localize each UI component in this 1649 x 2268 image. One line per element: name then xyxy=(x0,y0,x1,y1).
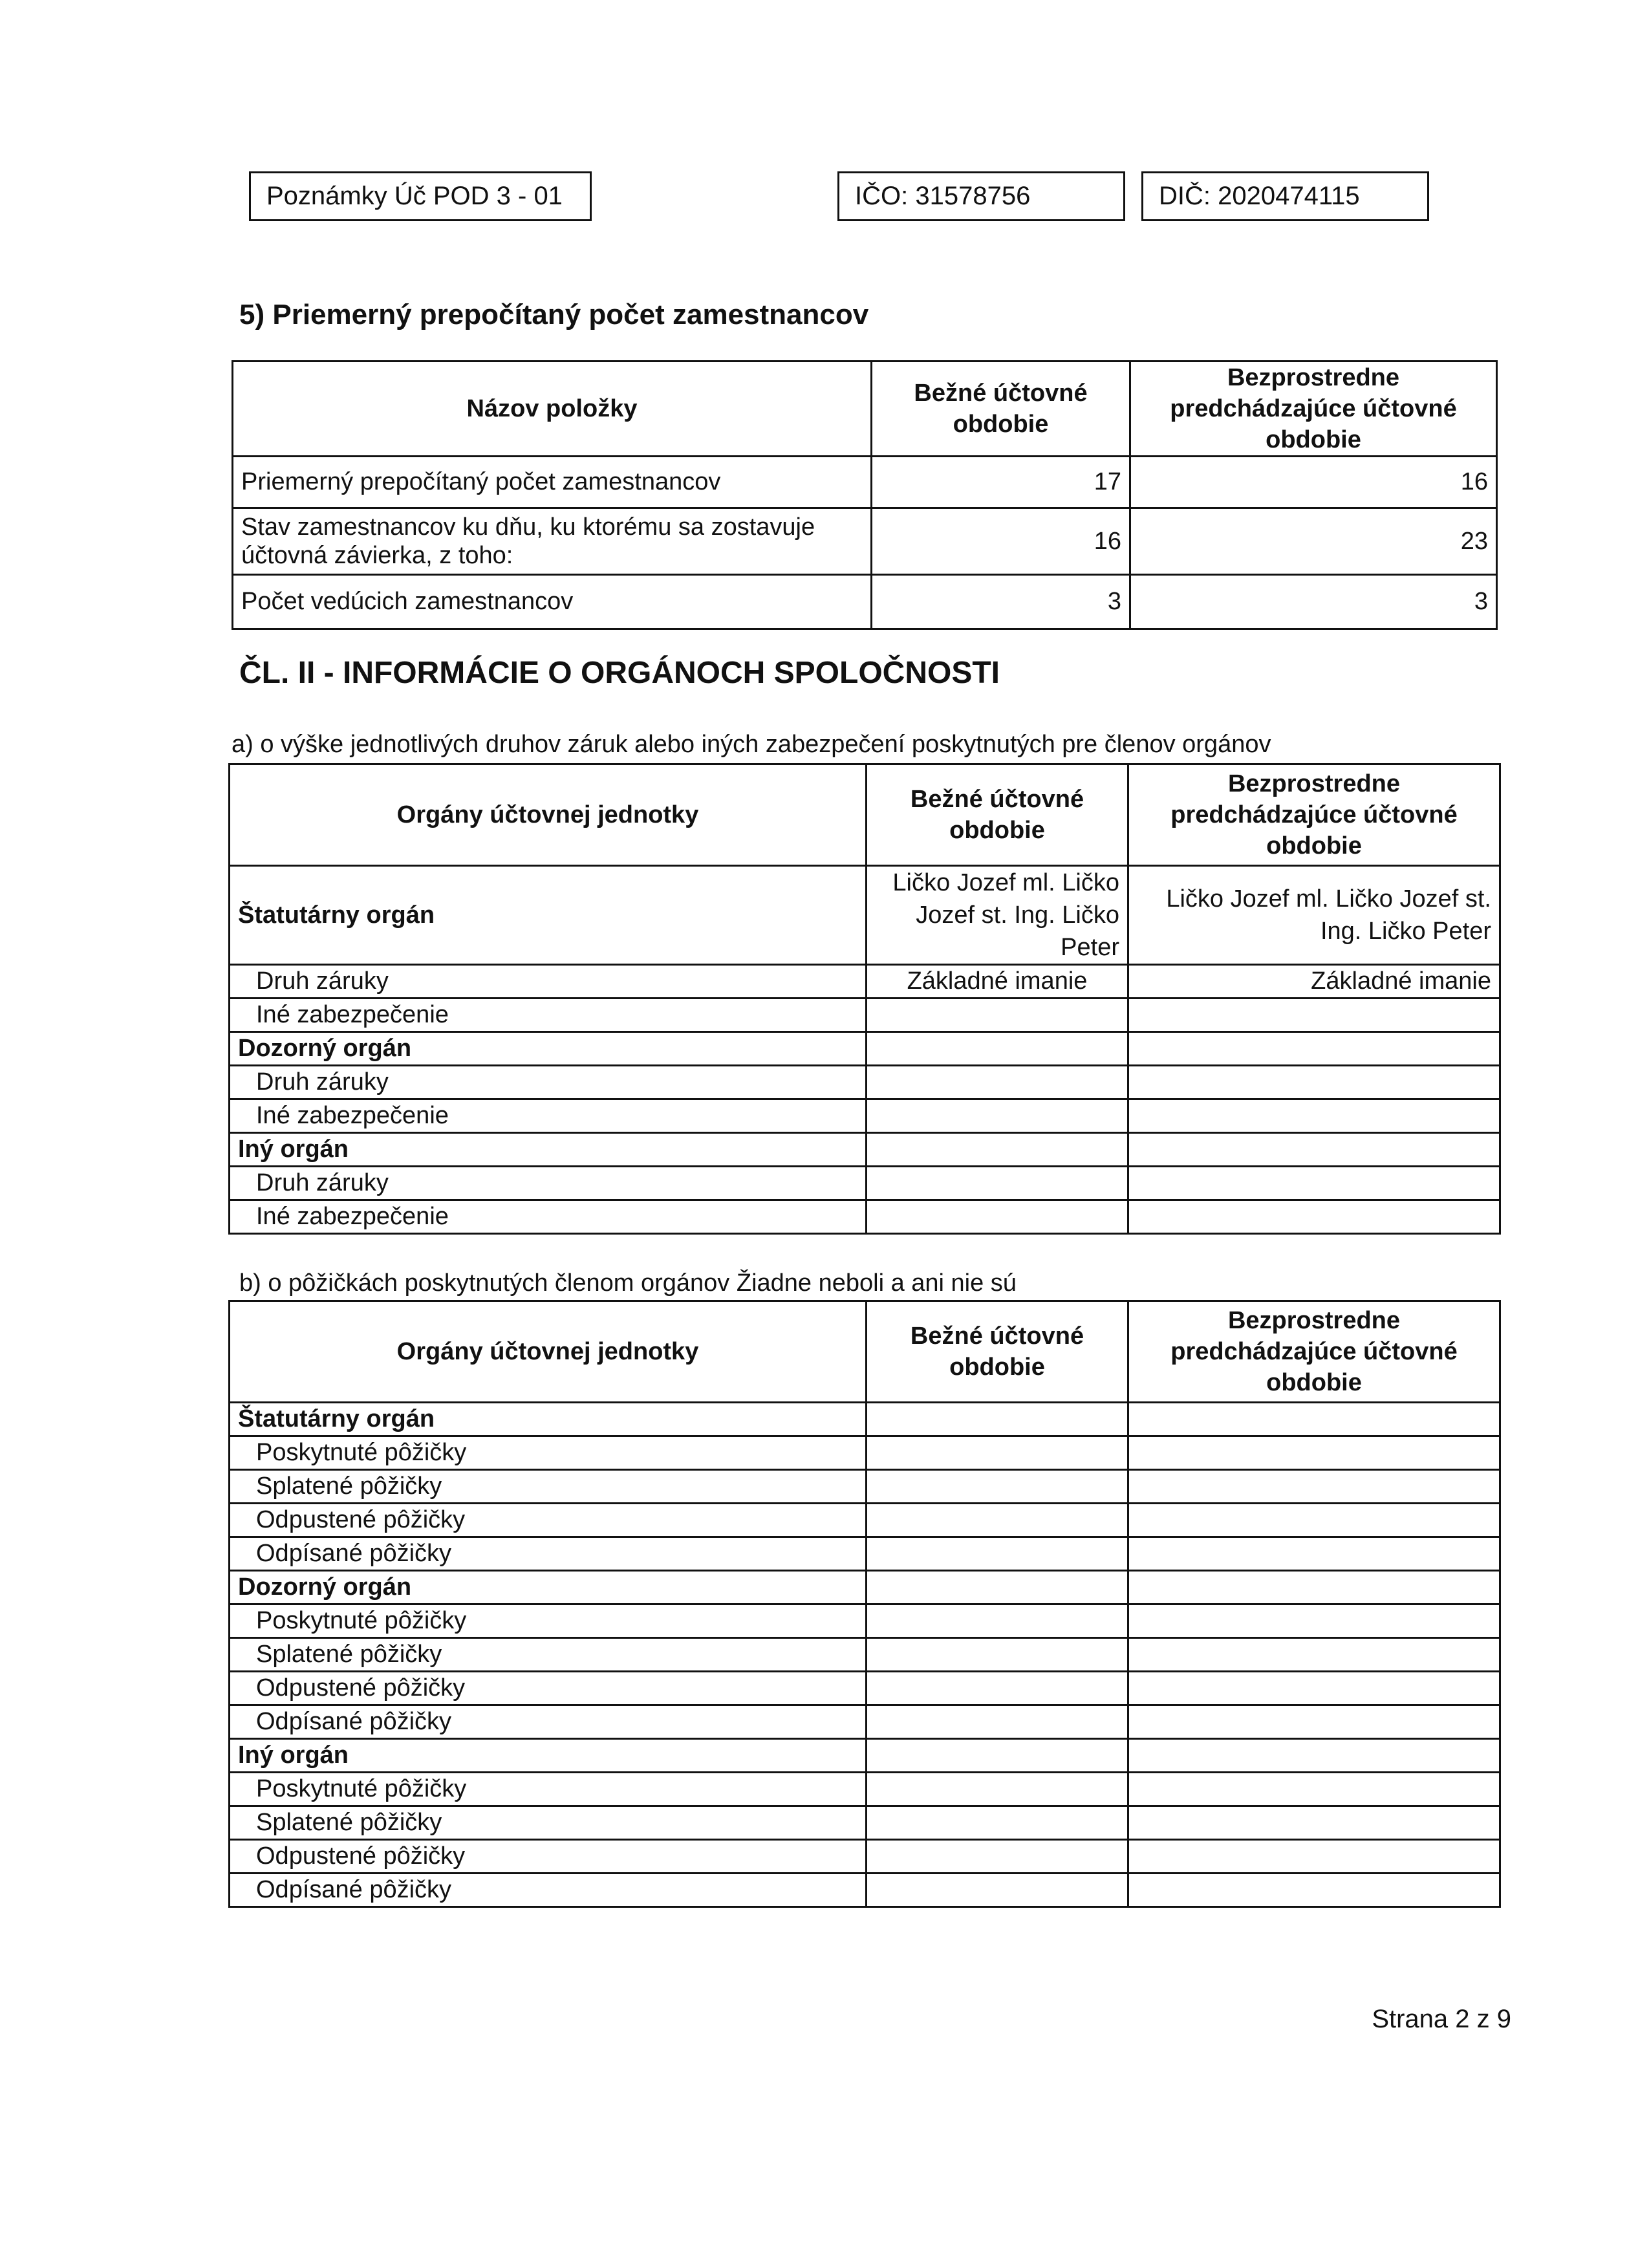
dic-number: DIČ: 2020474115 xyxy=(1159,182,1360,210)
current-value: 3 xyxy=(872,575,1130,629)
table-row xyxy=(230,1066,1500,1099)
previous-value: 23 xyxy=(1130,508,1497,575)
previous-value xyxy=(1128,1403,1500,1436)
current-value xyxy=(867,1066,1128,1099)
previous-value: Ličko Jozef ml. Ličko Jozef st. Ing. Ličko Peter xyxy=(1128,866,1500,965)
dic-box xyxy=(1141,171,1429,221)
previous-value xyxy=(1128,1470,1500,1504)
row-label: Splatené pôžičky xyxy=(230,1470,867,1504)
table-row xyxy=(230,1806,1500,1840)
row-label: Odpustené pôžičky xyxy=(230,1504,867,1537)
row-label: Iný orgán xyxy=(230,1739,867,1773)
table-row xyxy=(230,965,1500,999)
current-value xyxy=(867,1672,1128,1705)
previous-value xyxy=(1128,1806,1500,1840)
column-header: Bežné účtovné obdobie xyxy=(867,1301,1128,1403)
ico-number: IČO: 31578756 xyxy=(855,182,1031,210)
table-row xyxy=(230,999,1500,1032)
current-value xyxy=(867,1133,1128,1167)
current-value xyxy=(867,1032,1128,1066)
row-label: Druh záruky xyxy=(230,1167,867,1200)
row-label: Druh záruky xyxy=(230,1066,867,1099)
previous-value xyxy=(1128,1167,1500,1200)
current-value xyxy=(867,1638,1128,1672)
previous-value xyxy=(1128,1840,1500,1874)
ico-box xyxy=(837,171,1125,221)
row-label: Poskytnuté pôžičky xyxy=(230,1773,867,1806)
column-header: Bežné účtovné obdobie xyxy=(867,764,1128,866)
previous-value xyxy=(1128,1571,1500,1604)
row-label: Iný orgán xyxy=(230,1133,867,1167)
section5-title: 5) Priemerný prepočítaný počet zamestnancov xyxy=(239,299,869,330)
table-row xyxy=(230,1874,1500,1907)
table-row xyxy=(230,1571,1500,1604)
previous-value xyxy=(1128,1672,1500,1705)
table-header-row xyxy=(230,1301,1500,1403)
column-header: Orgány účtovnej jednotky xyxy=(230,764,867,866)
table-row xyxy=(230,1672,1500,1705)
table-row xyxy=(230,1604,1500,1638)
row-label: Odpísané pôžičky xyxy=(230,1537,867,1571)
row-label: Štatutárny orgán xyxy=(230,1403,867,1436)
table-row xyxy=(230,1840,1500,1874)
table-row xyxy=(230,1705,1500,1739)
row-label: Odpustené pôžičky xyxy=(230,1672,867,1705)
current-value xyxy=(867,1705,1128,1739)
row-label: Odpísané pôžičky xyxy=(230,1705,867,1739)
table-row xyxy=(230,1537,1500,1571)
row-label: Iné zabezpečenie xyxy=(230,999,867,1032)
table-header-row xyxy=(233,362,1497,457)
previous-value xyxy=(1128,1099,1500,1133)
column-header: Bežné účtovné obdobie xyxy=(872,362,1130,457)
table-row xyxy=(230,1638,1500,1672)
previous-value xyxy=(1128,1874,1500,1907)
previous-value xyxy=(1128,1537,1500,1571)
row-label: Dozorný orgán xyxy=(230,1571,867,1604)
row-label: Dozorný orgán xyxy=(230,1032,867,1066)
previous-value xyxy=(1128,999,1500,1032)
table-header-row xyxy=(230,764,1500,866)
guarantees-table xyxy=(228,763,1501,1235)
current-value: Základné imanie xyxy=(867,965,1128,999)
previous-value: Základné imanie xyxy=(1128,965,1500,999)
form-code: Poznámky Úč POD 3 - 01 xyxy=(266,182,563,210)
table-row xyxy=(230,1470,1500,1504)
row-label: Splatené pôžičky xyxy=(230,1806,867,1840)
table-row xyxy=(230,1403,1500,1436)
previous-value xyxy=(1128,1436,1500,1470)
current-value xyxy=(867,1773,1128,1806)
table-a-caption: a) o výške jednotlivých druhov záruk alebo iných zabezpečení poskytnutých pre členov orgánov xyxy=(232,731,1271,758)
row-label: Štatutárny orgán xyxy=(230,866,867,965)
column-header: Bezprostredne predchádzajúce účtovné obdobie xyxy=(1128,1301,1500,1403)
employees-table xyxy=(232,360,1498,630)
previous-value xyxy=(1128,1705,1500,1739)
column-header: Bezprostredne predchádzajúce účtovné obdobie xyxy=(1130,362,1497,457)
table-row xyxy=(233,575,1497,629)
current-value xyxy=(867,1571,1128,1604)
current-value xyxy=(867,1403,1128,1436)
row-label: Druh záruky xyxy=(230,965,867,999)
loans-table xyxy=(228,1300,1501,1908)
previous-value xyxy=(1128,1504,1500,1537)
row-label: Iné zabezpečenie xyxy=(230,1200,867,1234)
current-value xyxy=(867,1840,1128,1874)
current-value: Ličko Jozef ml. Ličko Jozef st. Ing. Ličko Peter xyxy=(867,866,1128,965)
column-header: Názov položky xyxy=(233,362,872,457)
row-label: Splatené pôžičky xyxy=(230,1638,867,1672)
previous-value xyxy=(1128,1773,1500,1806)
current-value xyxy=(867,1200,1128,1234)
chapter2-title: ČL. II - INFORMÁCIE O ORGÁNOCH SPOLOČNOSTI xyxy=(239,656,1000,690)
previous-value xyxy=(1128,1200,1500,1234)
row-label: Poskytnuté pôžičky xyxy=(230,1436,867,1470)
current-value xyxy=(867,1099,1128,1133)
current-value xyxy=(867,1167,1128,1200)
table-row xyxy=(230,1200,1500,1234)
previous-value xyxy=(1128,1604,1500,1638)
table-row xyxy=(230,1739,1500,1773)
previous-value xyxy=(1128,1739,1500,1773)
previous-value xyxy=(1128,1066,1500,1099)
table-row xyxy=(233,457,1497,508)
previous-value xyxy=(1128,1032,1500,1066)
current-value xyxy=(867,1470,1128,1504)
table-b-caption: b) o pôžičkách poskytnutých členom orgánov Žiadne neboli a ani nie sú xyxy=(239,1269,1017,1297)
current-value xyxy=(867,1604,1128,1638)
table-row xyxy=(230,1167,1500,1200)
current-value xyxy=(867,1806,1128,1840)
table-row xyxy=(230,1504,1500,1537)
row-label: Odpísané pôžičky xyxy=(230,1874,867,1907)
column-header: Bezprostredne predchádzajúce účtovné obdobie xyxy=(1128,764,1500,866)
table-row xyxy=(230,866,1500,965)
current-value: 16 xyxy=(872,508,1130,575)
row-label: Priemerný prepočítaný počet zamestnancov xyxy=(233,457,872,508)
table-row xyxy=(233,508,1497,575)
previous-value: 16 xyxy=(1130,457,1497,508)
table-row xyxy=(230,1773,1500,1806)
previous-value xyxy=(1128,1638,1500,1672)
current-value xyxy=(867,1537,1128,1571)
current-value xyxy=(867,1739,1128,1773)
current-value xyxy=(867,1874,1128,1907)
previous-value: 3 xyxy=(1130,575,1497,629)
table-row xyxy=(230,1436,1500,1470)
previous-value xyxy=(1128,1133,1500,1167)
current-value xyxy=(867,1504,1128,1537)
current-value xyxy=(867,999,1128,1032)
table-row xyxy=(230,1032,1500,1066)
table-row xyxy=(230,1133,1500,1167)
form-code-box xyxy=(249,171,592,221)
row-label: Počet vedúcich zamestnancov xyxy=(233,575,872,629)
page-number: Strana 2 z 9 xyxy=(1372,2005,1511,2033)
column-header: Orgány účtovnej jednotky xyxy=(230,1301,867,1403)
current-value: 17 xyxy=(872,457,1130,508)
current-value xyxy=(867,1436,1128,1470)
row-label: Stav zamestnancov ku dňu, ku ktorému sa zostavuje účtovná závierka, z toho: xyxy=(233,508,872,575)
row-label: Iné zabezpečenie xyxy=(230,1099,867,1133)
row-label: Odpustené pôžičky xyxy=(230,1840,867,1874)
row-label: Poskytnuté pôžičky xyxy=(230,1604,867,1638)
table-row xyxy=(230,1099,1500,1133)
